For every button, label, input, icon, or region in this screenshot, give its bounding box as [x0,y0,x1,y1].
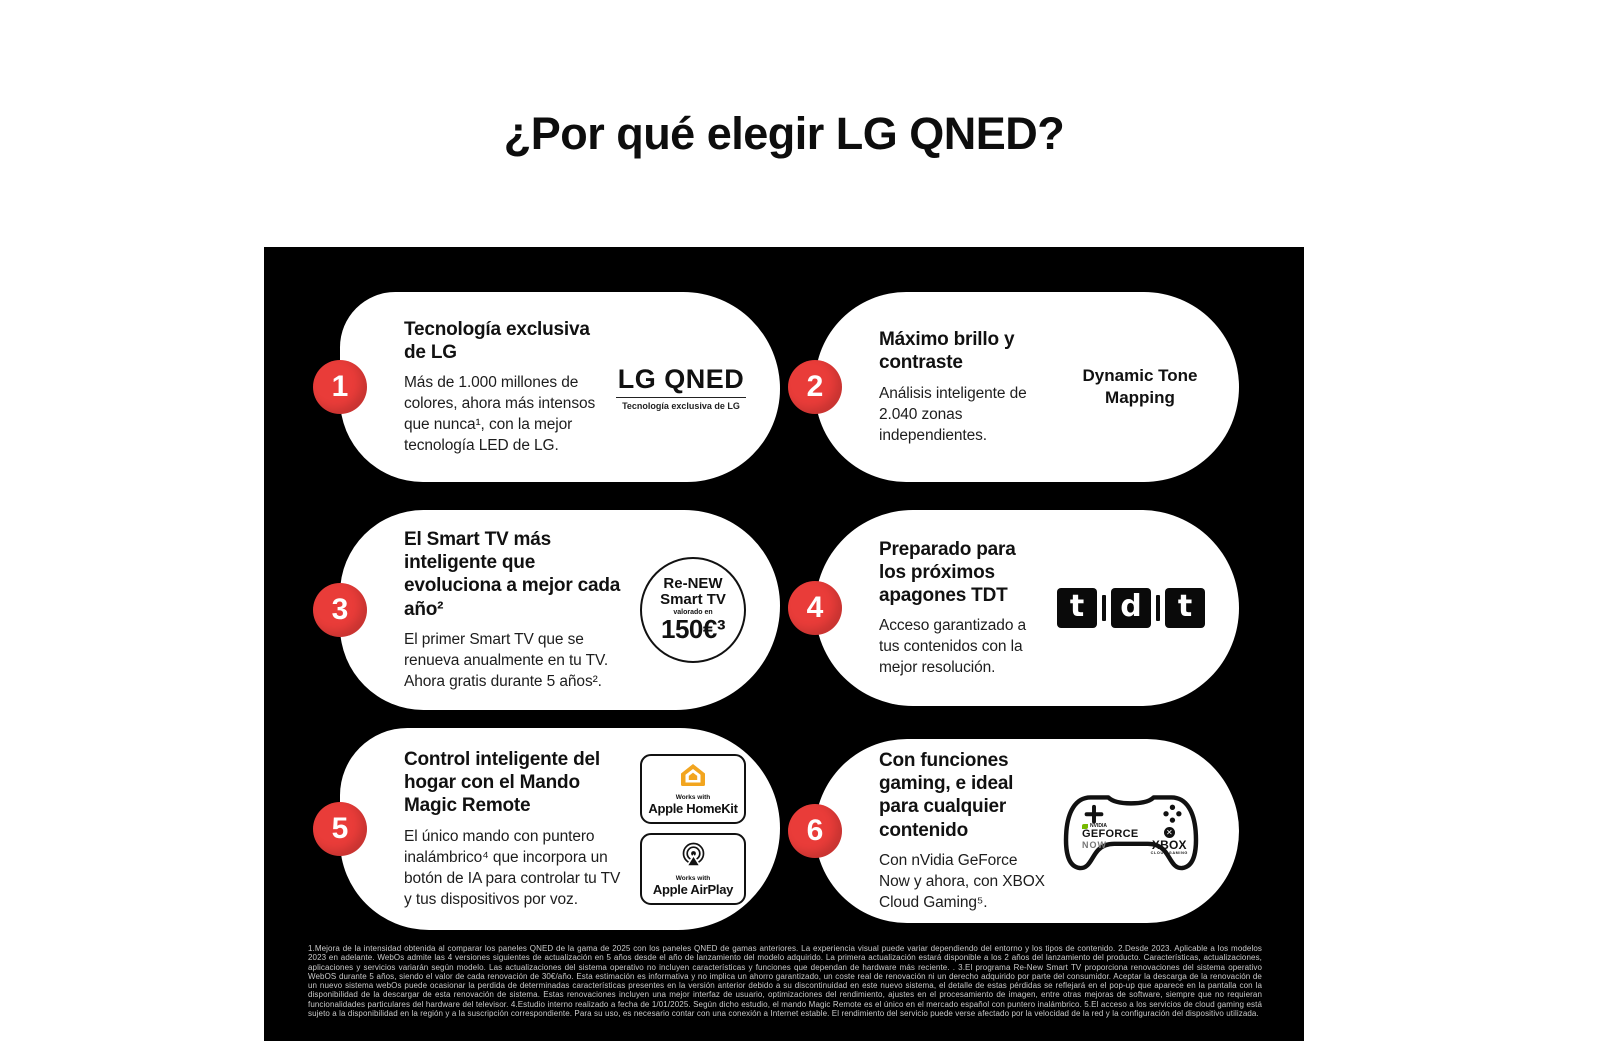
card-text-block [404,528,630,692]
card-number-badge-6: 6 [788,804,842,858]
card-number-badge-1: 1 [313,360,367,414]
lg-qned-tagline: Tecnología exclusiva de LG [616,397,746,411]
card-number-badge-4: 4 [788,581,842,635]
page-title: ¿Por qué elegir LG QNED? [503,108,1065,160]
renew-price: 150€³ [661,614,725,645]
card-body: Análisis inteligente de 2.040 zonas independientes. [879,384,1027,444]
tdt-letter-t1: t [1057,588,1097,628]
gamepad-icon [1057,781,1205,881]
card-text-block [404,318,606,457]
lg-qned-logo [616,364,746,411]
apple-homekit-badge [640,754,746,824]
black-panel [264,247,1304,1041]
card-body: Más de 1.000 millones de colores, ahora más intensos que nunca¹, con la mejor tecnología LED de LG. [404,374,596,455]
card-body: Con nVidia GeForce Now y ahora, con XBOX Cloud Gaming⁵. [879,851,1045,911]
card-title: Preparado para los próximos apagones TDT [879,538,1016,606]
xbox-sub-label: CLOUD GAMING [1150,851,1188,855]
card-title: Control inteligente del hogar con el Mando Magic Remote [404,749,600,817]
card-number-badge-3: 3 [313,583,367,637]
dynamic-tone-mapping-text: Dynamic Tone Mapping [1082,365,1198,407]
tdt-logo [1057,588,1205,628]
dynamic-tone-mapping-label [1075,365,1205,409]
feature-card-tdt [815,510,1239,706]
card-text-block [879,538,1047,679]
card-body: El primer Smart TV que se renueva anualmente en tu TV. Ahora gratis durante 5 años². [404,630,609,690]
airplay-icon [680,842,707,873]
now-label: NOW [1082,839,1107,850]
card-number-badge-2: 2 [788,360,842,414]
feature-card-smart-tv [340,510,780,710]
card-title: Máximo brillo y contraste [879,329,1015,374]
tdt-divider [1102,595,1106,621]
xbox-sphere-icon: ✕ [1164,827,1175,838]
apple-airplay-label: Apple AirPlay [652,881,734,897]
renew-line2: Smart TV [660,591,726,609]
renew-line1: Re-NEW [663,575,723,593]
card-body: Acceso garantizado a tus contenidos con la mejor resolución. [879,617,1027,677]
apple-badges [640,754,746,905]
apple-homekit-label: Apple HomeKit [648,800,738,816]
card-title: El Smart TV más inteligente que evoluciona a mejor cada año² [404,529,621,620]
card-title: Con funciones gaming, e ideal para cualquier contenido [879,750,1014,841]
homekit-house-icon [680,763,706,792]
lg-qned-wordmark: LG QNED [617,363,745,394]
card-number-badge-5: 5 [313,802,367,856]
xbox-label: XBOX [1151,838,1187,852]
card-title: Tecnología exclusiva de LG [404,318,590,363]
geforce-label: GEFORCE [1082,828,1139,841]
works-with-label: Works with [675,874,711,882]
renew-smarttv-badge [640,557,746,663]
feature-card-lg-technology [340,292,780,482]
card-text-block [879,749,1047,913]
card-text-block [879,328,1065,446]
apple-airplay-badge [640,833,746,905]
card-text-block [404,748,630,910]
card-body: El único mando con puntero inalámbrico⁴ que incorpora un botón de IA para controlar tu TV y tus dispositivos por voz. [404,827,621,908]
tdt-divider [1156,595,1160,621]
works-with-label: Works with [675,793,711,801]
tdt-letter-d: d [1111,588,1151,628]
feature-card-brightness-contrast [815,292,1239,482]
feature-card-magic-remote [340,728,780,930]
tdt-letter-t2: t [1165,588,1205,628]
geforce-now-logo [1082,824,1139,850]
xbox-logo [1151,827,1188,856]
nvidia-label: NVIDIA [1090,823,1107,829]
feature-card-gaming [815,739,1239,923]
renew-line3: valorado en [673,608,713,616]
disclaimer-text: 1.Mejora de la intensidad obtenida al comparar los paneles QNED de la gama de 2025 con los paneles QNED de gamas anteriores. La experiencia visual puede variar dependiendo del entorno y los tipos de contenido. 2.Desde 2023. Aplicable a los modelos 2023 en adelante. WebOs admite las 4 versiones siguientes de actualización en 5 años desde el año de lanzamiento del modelo adquirido. La primera actualización estará disponible a los 2 años del lanzamiento del producto. Características, actualizaciones, aplicaciones y servicios variarán según modelo. Las actualizaciones del sistema operativo no incluyen características y funciones que dependan de hardware más reciente. . 3.El programa Re-New Smart TV proporciona renovaciones del sistema operativo WebOS durante 5 años, siendo el valor de cada renovación de 30€/año. Esta estimación es informativa y no implica un ahorro garantizado, un coste real de renovación ni un derecho adquirido por parte del consumidor. Aceptar la descarga de la renovación de un nuevo sistema webOs puede ocasionar la perdida de determinadas características presentes en la versión anterior debido a su discontinuidad en este nuevo sistema, el detalle de estas pérdidas se reflejará en el pop-up que aparece en la pantalla con la disponibilidad de la descargar de esta renovación de sistema. Estas renovaciones incluyen una mejor interfaz de usuario, optimizaciones del rendimiento, ajustes en el procesamiento de imagen, entre otras mejoras de software, siempre que no requieran funcionalidades particulares del hardware del televisor. 4.Estudio interno realizado a fecha de 1/01/2025. Según dicho estudio, el mando Magic Remote es el único en el mercado español con puntero inalámbrico. 5.El acceso a los servicios de cloud gaming está sujeto a la disponibilidad en la región y a la suscripción correspondiente. Para su uso, es necesario contar con una conexión a Internet estable. El rendimiento del servicio puede verse afectado por la velocidad de la red y la configuración del dispositivo utilizada. [308,944,1262,1018]
gaming-logos [1057,781,1205,881]
